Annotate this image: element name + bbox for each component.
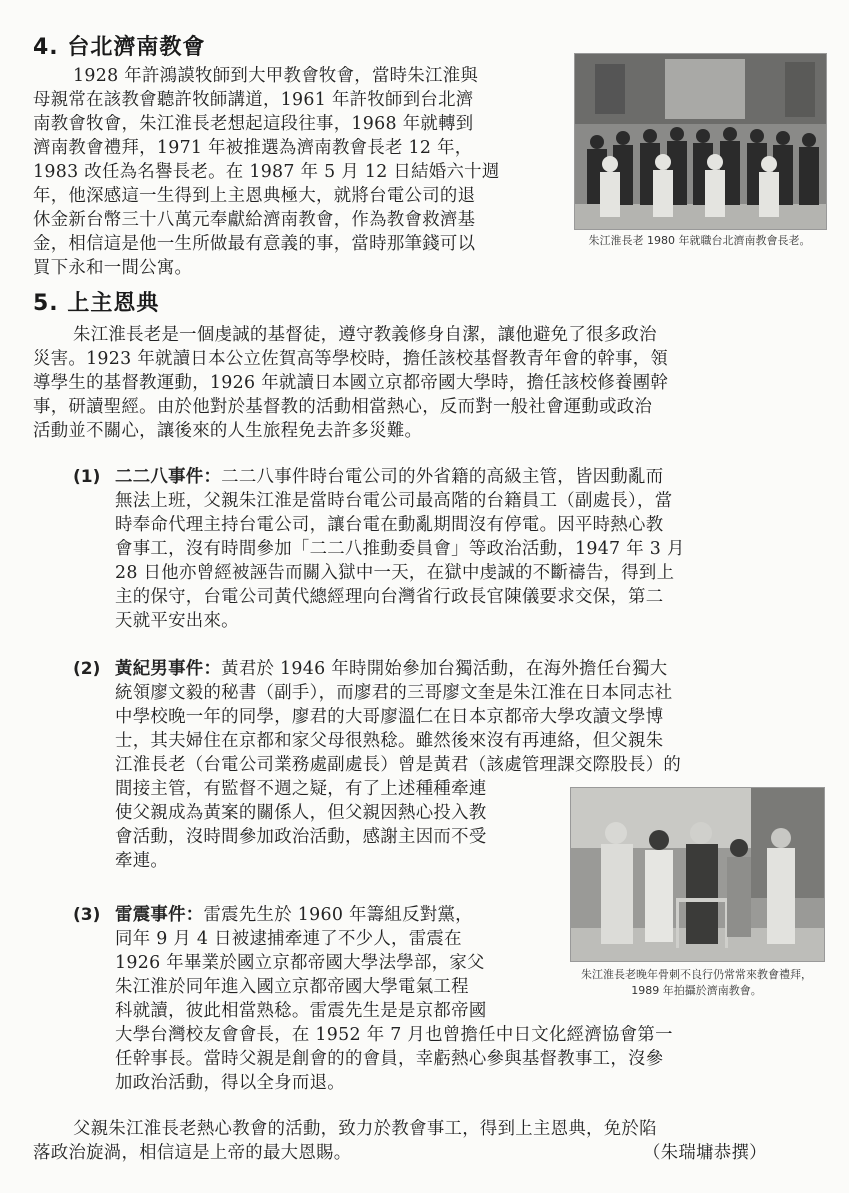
text-line: 1926 年畢業於國立京都帝國大學法學部，家父 xyxy=(115,953,485,973)
group-photo xyxy=(574,53,827,230)
elder-photo-caption-line1: 朱江淮長老晚年骨刺不良行仍常常來教會禮拜， xyxy=(581,968,812,981)
group-photo-caption: 朱江淮長老 1980 年就職台北濟南教會長老。 xyxy=(588,234,811,247)
text-line xyxy=(115,657,667,681)
text-line: 買下永和一間公寓。 xyxy=(33,258,193,278)
text-line: 28 日他亦曾經被誣告而關入獄中一天，在獄中虔誠的不斷禱告，得到上 xyxy=(115,563,675,583)
item-number: (2) xyxy=(73,659,101,679)
text-line: 活動並不關心，讓後來的人生旅程免去許多災難。 xyxy=(33,421,423,441)
text-line: 大學台灣校友會會長，在 1952 年 7 月也曾擔任中日文化經濟協會第一 xyxy=(115,1025,673,1045)
text-line: 1928 年許鴻謨牧師到大甲教會牧會，當時朱江淮與 xyxy=(73,66,479,86)
text-line: 士，其夫婦住在京都和家父母很熟稔。雖然後來沒有再連絡，但父親朱 xyxy=(115,731,664,751)
text-line xyxy=(115,903,473,927)
text-line: 1983 改任為名譽長老。在 1987 年 5 月 12 日結婚六十週 xyxy=(33,162,500,182)
section-4-heading: 4. 台北濟南教會 xyxy=(33,35,206,60)
section-5-heading: 5. 上主恩典 xyxy=(33,291,160,316)
text-line: 年，他深感這一生得到上主恩典極大，就將台電公司的退 xyxy=(33,186,476,206)
item-title: 雷震事件： xyxy=(115,905,204,925)
text-line: 南教會牧會，朱江淮長老想起這段往事，1968 年就轉到 xyxy=(33,114,474,134)
text-line: 加政治活動，得以全身而退。 xyxy=(115,1073,345,1093)
text-line: 母親常在該教會聽許牧師講道，1961 年許牧師到台北濟 xyxy=(33,90,474,110)
text-line: 會事工，沒有時間參加「二二八推動委員會」等政治活動，1947 年 3 月 xyxy=(115,539,685,559)
author-signature: （朱瑞墉恭撰） xyxy=(643,1143,767,1163)
text-line: 朱江淮長老是一個虔誠的基督徒，遵守教義修身自潔，讓他避免了很多政治 xyxy=(73,325,657,345)
text-line: 天就平安出來。 xyxy=(115,611,239,631)
text-line: 主的保守，台電公司黃代總經理向台灣省行政長官陳儀要求交保，第二 xyxy=(115,587,664,607)
text-line: 無法上班，父親朱江淮是當時台電公司最高階的台籍員工（副處長），當 xyxy=(115,491,673,511)
item-first-line: 雷震先生於 1960 年籌組反對黨， xyxy=(203,905,473,925)
text-line: 間接主管，有監督不週之疑，有了上述種種牽連 xyxy=(115,779,487,799)
text-line: 導學生的基督教運動，1926 年就讀日本國立京都帝國大學時，擔任該校修養團幹 xyxy=(33,373,669,393)
text-line: 父親朱江淮長老熱心教會的活動，致力於教會事工，得到上主恩典，免於陷 xyxy=(73,1119,657,1139)
text-line: 災害。1923 年就讀日本公立佐賀高等學校時，擔任該校基督教青年會的幹事，領 xyxy=(33,349,669,369)
text-line: 落政治旋渦，相信這是上帝的最大恩賜。 xyxy=(33,1143,352,1163)
text-line: 任幹事長。當時父親是創會的的會員，幸虧熱心參與基督教事工，沒參 xyxy=(115,1049,664,1069)
text-line: 中學校晚一年的同學，廖君的大哥廖溫仁在日本京都帝大學攻讀文學博 xyxy=(115,707,664,727)
text-line: 統領廖文毅的秘書（副手），而廖君的三哥廖文奎是朱江淮在日本同志社 xyxy=(115,683,673,703)
text-line: 朱江淮於同年進入國立京都帝國大學電氣工程 xyxy=(115,977,469,997)
text-line: 會活動，沒時間參加政治活動，感謝主因而不受 xyxy=(115,827,487,847)
item-title: 黃紀男事件： xyxy=(115,659,222,679)
text-line xyxy=(115,465,663,489)
item-first-line: 黃君於 1946 年時開始參加台獨活動，在海外擔任台獨大 xyxy=(221,659,668,679)
elder-walker-photo xyxy=(570,787,825,962)
text-line: 休金新台幣三十八萬元奉獻給濟南教會，作為教會救濟基 xyxy=(33,210,476,230)
item-number: (1) xyxy=(73,467,101,487)
item-title: 二二八事件： xyxy=(115,467,222,487)
text-line: 同年 9 月 4 日被逮捕牽連了不少人，雷震在 xyxy=(115,929,462,949)
text-line: 濟南教會禮拜，1971 年被推選為濟南教會長老 12 年， xyxy=(33,138,473,158)
text-line: 使父親成為黃案的關係人，但父親因熱心投入教 xyxy=(115,803,487,823)
elder-photo-caption-line2: 1989 年拍攝於濟南教會。 xyxy=(631,984,762,997)
text-line: 事，研讀聖經。由於他對於基督教的活動相當熱心，反而對一般社會運動或政治 xyxy=(33,397,653,417)
text-line: 時奉命代理主持台電公司，讓台電在動亂期間沒有停電。因平時熱心教 xyxy=(115,515,664,535)
text-line: 金，相信這是他一生所做最有意義的事，當時那筆錢可以 xyxy=(33,234,476,254)
item-first-line: 二二八事件時台電公司的外省籍的高級主管，皆因動亂而 xyxy=(221,467,664,487)
text-line: 江淮長老（台電公司業務處副處長）曾是黃君（該處管理課交際股長）的 xyxy=(115,755,682,775)
item-number: (3) xyxy=(73,905,101,925)
text-line: 科就讀，彼此相當熟稔。雷震先生是是京都帝國 xyxy=(115,1001,487,1021)
text-line: 牽連。 xyxy=(115,851,169,871)
